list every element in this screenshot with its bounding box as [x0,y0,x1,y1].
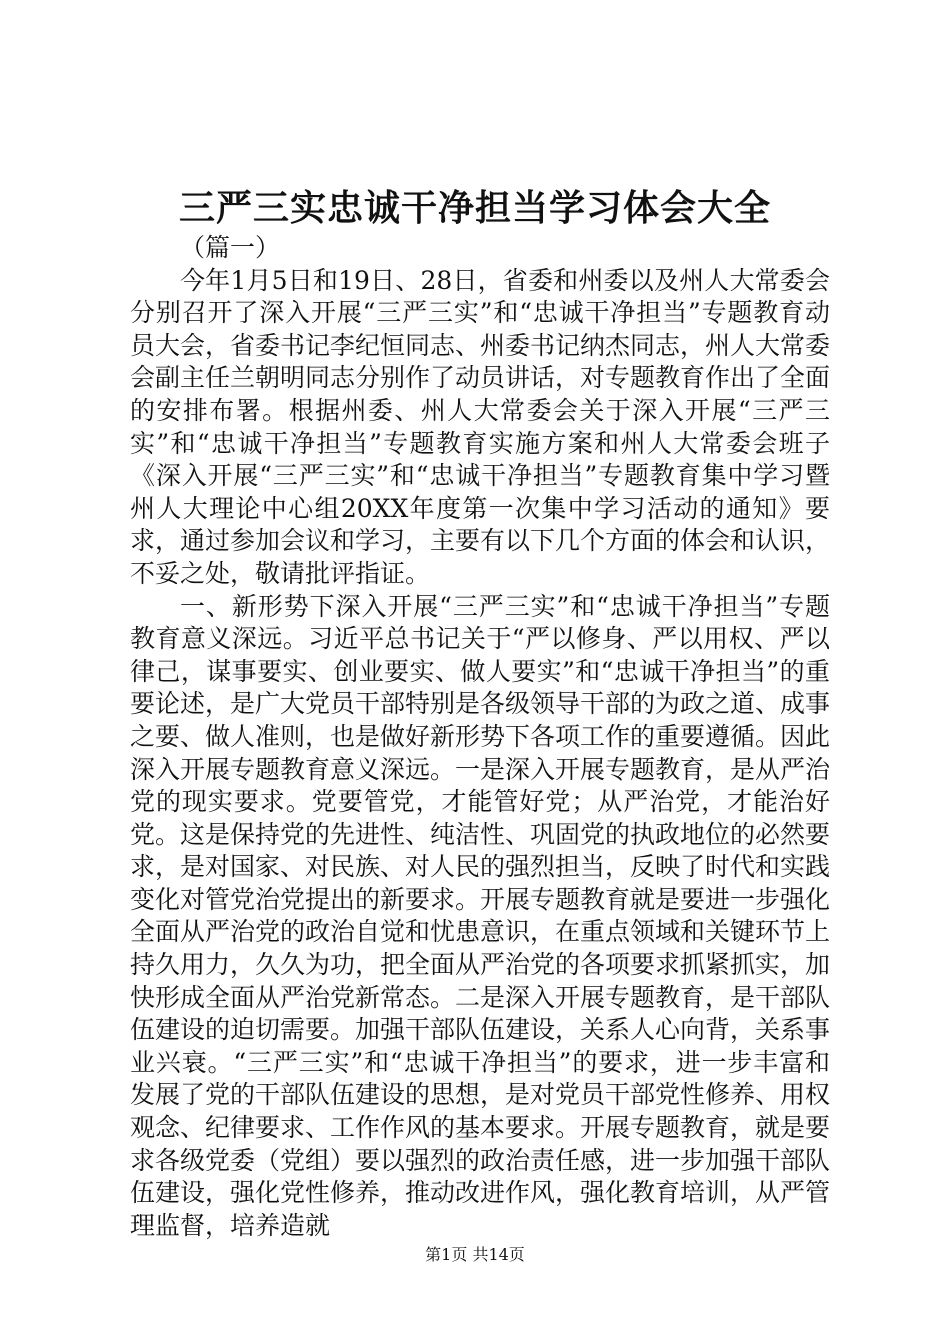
document-body [130,232,830,1242]
page-footer: 第1页 共14页 [425,1245,525,1264]
document-title: 三严三实忠诚干净担当学习体会大全 [178,187,771,229]
paragraph-2: 一、新形势下深入开展“三严三实”和“忠诚干净担当”专题教育意义深远。习近平总书记关于“严以修身、严以用权、严以律己，谋事要实、创业要实、做人要实”和“忠诚干净担当”的重要论述，是广大党员干部特别是各级领导干部的为政之道、成事之要、做人准则，也是做好新形势下各项工作的重要遵循。因此深入开展专题教育意义深远。一是深入开展专题教育，是从严治党的现实要求。党要管党，才能管好党；从严治党，才能治好党。这是保持党的先进性、纯洁性、巩固党的执政地位的必然要求，是对国家、对民族、对人民的强烈担当，反映了时代和实践变化对管党治党提出的新要求。开展专题教育就是要进一步强化全面从严治党的政治自觉和忧患意识，在重点领域和关键环节上持久用力，久久为功，把全面从严治党的各项要求抓紧抓实，加快形成全面从严治党新常态。二是深入开展专题教育，是干部队伍建设的迫切需要。加强干部队伍建设，关系人心向背，关系事业兴衰。“三严三实”和“忠诚干净担当”的要求，进一步丰富和发展了党的干部队伍建设的思想，是对党员干部党性修养、用权观念、纪律要求、工作作风的基本要求。开展专题教育，就是要求各级党委（党组）要以强烈的政治责任感，进一步加强干部队伍建设，强化党性修养，推动改进作风，强化教育培训，从严管理监督，培养造就 [130,591,831,1240]
section-label: （篇一） [180,233,281,262]
paragraph-1: 今年1月5日和19日、28日，省委和州委以及州人大常委会分别召开了深入开展“三严三实”和“忠诚干净担当”专题教育动员大会，省委书记李纪恒同志、州委书记纳杰同志，州人大常委会副主任兰朝明同志分别作了动员讲话，对专题教育作出了全面的安排布署。根据州委、州人大常委会关于深入开展“三严三实”和“忠诚干净担当”专题教育实施方案和州人大常委会班子《深入开展“三严三实”和“忠诚干净担当”专题教育集中学习暨州人大理论中心组20XX年度第一次集中学习活动的通知》要求，通过参加会议和学习，主要有以下几个方面的体会和认识，不妥之处，敬请批评指证。 [130,265,831,588]
